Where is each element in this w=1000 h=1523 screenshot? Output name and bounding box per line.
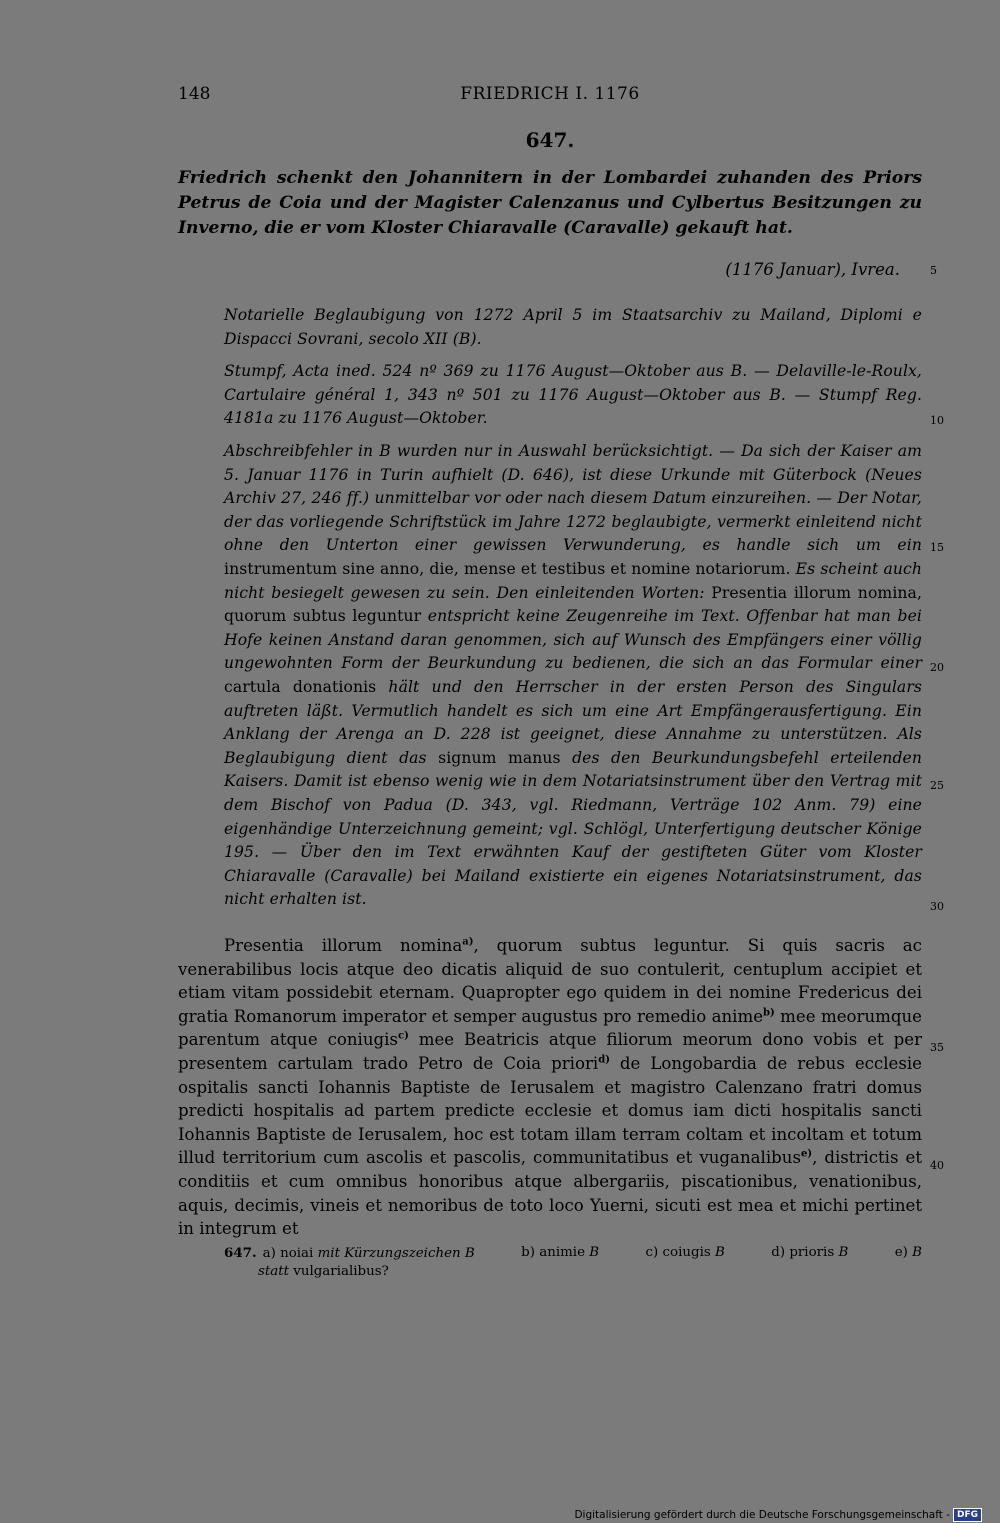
funding-credit [574, 1508, 982, 1522]
footnote-text: a) noiai [262, 1246, 314, 1261]
page-header [178, 84, 922, 108]
footnote-text: e) [894, 1245, 908, 1260]
footnote-text: c) coiugis [645, 1245, 711, 1260]
footnote-ref: d) [598, 1054, 610, 1066]
dating: (1176 Januar), Ivrea. [725, 260, 900, 279]
line-number: 5 [930, 264, 937, 277]
remarks-quote: signum manus [438, 748, 561, 767]
line-number: 15 [930, 541, 944, 554]
footnote-row [224, 1244, 922, 1263]
remarks-text: entspricht keine Zeugenreihe im Text. Offenbar hat man bei Hofe keinen Anstand daran genommen, sich auf Wunsch des Empfängers einer völlig ungewohnten Form der Beurkundung zu bedienen, die sich an das Formular einer [224, 607, 922, 673]
footnote-c [646, 1244, 725, 1263]
footnote-text: d) prioris [771, 1245, 835, 1260]
charter-segment: mee meorumque parentum atque coniugis [178, 1006, 922, 1050]
footnote-text: vulgarialibus? [293, 1264, 389, 1279]
remarks-quote: instrumentum sine anno, die, mense et testibus et nomine notariorum. [224, 559, 791, 578]
charter-segment: de Longobardia de rebus ecclesie ospitalis sancti Iohannis Baptiste de Ierusalem et magistro Calenzano fratri domus predicti hospitalis ad partem predicte ecclesie et domus iam dicti hospitalis sancti Iohannis Baptiste de Ierusalem, hoc est totam illam terram coltam et incoltam et totum illud territorium cum ascolis et pascolis, communitatibus et vuganalibus [178, 1053, 922, 1168]
charter-segment: mee Beatricis atque filiorum meorum dono vobis et per presentem cartulam trado Petro de Coia priori [178, 1030, 923, 1073]
footnote-text: mit Kürzungszeichen B [317, 1246, 475, 1261]
line-number: 10 [930, 414, 944, 427]
regest: Friedrich schenkt den Johannitern in der Lombardei zuhanden des Priors Petrus de Coia und der Magister Calenzanus und Cylbertus Besitzungen zu Inverno, die er vom Kloster Chiaravalle (Caravalle) gekauft hat. [178, 168, 922, 238]
charter-paragraph [178, 934, 922, 1241]
line-number: 35 [930, 1041, 944, 1054]
charter-text [178, 934, 922, 1241]
footnote-text: B [715, 1245, 725, 1260]
footnote-b [521, 1244, 599, 1263]
footnote-ref: e) [800, 1148, 813, 1160]
page-number: 148 [178, 84, 211, 104]
remarks-text: hält und den Herrscher in der ersten Person des Singulars auftreten läßt. Vermutlich handelt es sich um eine Art Empfängerausfertigung. Ein Anklang der Arenga an D. 228 ist geeignet, diese Annahme zu unterstützen. Als Beglaubigung dient das [224, 677, 922, 767]
document-number: 647. [525, 128, 575, 152]
charter-segment: Presentia illorum nomina [224, 936, 463, 955]
footnote-label: 647. [224, 1245, 257, 1261]
charter-segment: , districtis et conditiis et cum omnibus honoribus atque albergariis, piscationibus, venationibus, aquis, decimis, vineis et nemoribus de toto loco Yuerni, sicuti est mea et michi pertinet in integrum et [178, 1148, 922, 1239]
footnote-text: statt [258, 1264, 289, 1279]
line-number: 20 [930, 661, 944, 674]
footnote-text: B [589, 1245, 600, 1260]
remarks-text: des den Beurkundungsbefehl erteilenden Kaisers. Damit ist ebenso wenig wie in dem Notariatsinstrument über den Vertrag mit dem Bischof von Padua (D. 343, vgl. Riedmann, Verträge 102 Anm. 79) eine eigenhändige Unterzeichnung gemeint; vgl. Schlögl, Unterfertigung deutscher Könige 195. — Über den im Text erwähnten Kauf der gestifteten Güter vom Kloster Chiaravalle (Caravalle) bei Mailand existierte ein eigenes Notariatsinstrument, das nicht erhalten ist. [224, 748, 923, 909]
line-number: 30 [930, 900, 944, 913]
footnote-continuation [224, 1263, 922, 1281]
remarks-note [224, 440, 922, 912]
footnote-ref: a) [462, 936, 474, 948]
remarks-text: Abschreibfehler in B wurden nur in Auswahl berücksichtigt. — Da sich der Kaiser am 5. Januar 1176 in Turin aufhielt (D. 646), ist diese Urkunde mit Güterbock (Neues Archiv 27, 246 ff.) unmittelbar vor oder nach diesem Datum einzureihen. — Der Notar, der das vorliegende Schriftstück im Jahre 1272 beglaubigte, vermerkt einleitend nicht ohne den Unterton einer gewissen Verwunderung, es handle sich um ein [224, 442, 922, 555]
dfg-logo: DFG [953, 1508, 982, 1522]
footnote-text: B [912, 1245, 922, 1260]
transmission-note: Notarielle Beglaubigung von 1272 April 5 im Staatsarchiv zu Mailand, Diplomi e Dispacci Sovrani, secolo XII (B). [224, 306, 922, 348]
footnote-text: B [838, 1245, 849, 1260]
footnote-ref: c) [398, 1030, 409, 1042]
line-number: 40 [930, 1159, 944, 1172]
running-head: FRIEDRICH I. 1176 [460, 84, 640, 104]
remarks-quote: Presentia illorum nomina, quorum subtus leguntur [224, 583, 922, 626]
footnote-text: b) animie [521, 1245, 586, 1260]
footnotes [224, 1244, 922, 1281]
footnote-ref: b) [763, 1007, 775, 1019]
remarks-quote: cartula donationis [224, 677, 377, 696]
charter-segment: , quorum subtus leguntur. Si quis sacris ac venerabilibus locis atque deo dicatis aliquid de suo contulerit, centuplum accipiet et etiam vitam possidebit eternam. Quapropter ego quidem in dei nomine Fredericus dei gratia Romanorum imperator et semper augustus pro remedio anime [178, 936, 922, 1026]
credit-text: Digitalisierung gefördert durch die Deutsche Forschungsgemeinschaft - [574, 1509, 950, 1521]
footnote-a [224, 1244, 475, 1263]
prints-note: Stumpf, Acta ined. 524 nº 369 zu 1176 August—Oktober aus B. — Delaville-le-Roulx, Cartulaire général 1, 343 nº 501 zu 1176 August—Oktober aus B. — Stumpf Reg. 4181a zu 1176 August—Oktober. [224, 362, 922, 428]
footnote-d [771, 1244, 848, 1263]
footnote-e [895, 1244, 922, 1263]
line-number: 25 [930, 779, 944, 792]
remarks-text: Es scheint auch nicht besiegelt gewesen zu sein. Den einleitenden Worten: [224, 559, 922, 602]
